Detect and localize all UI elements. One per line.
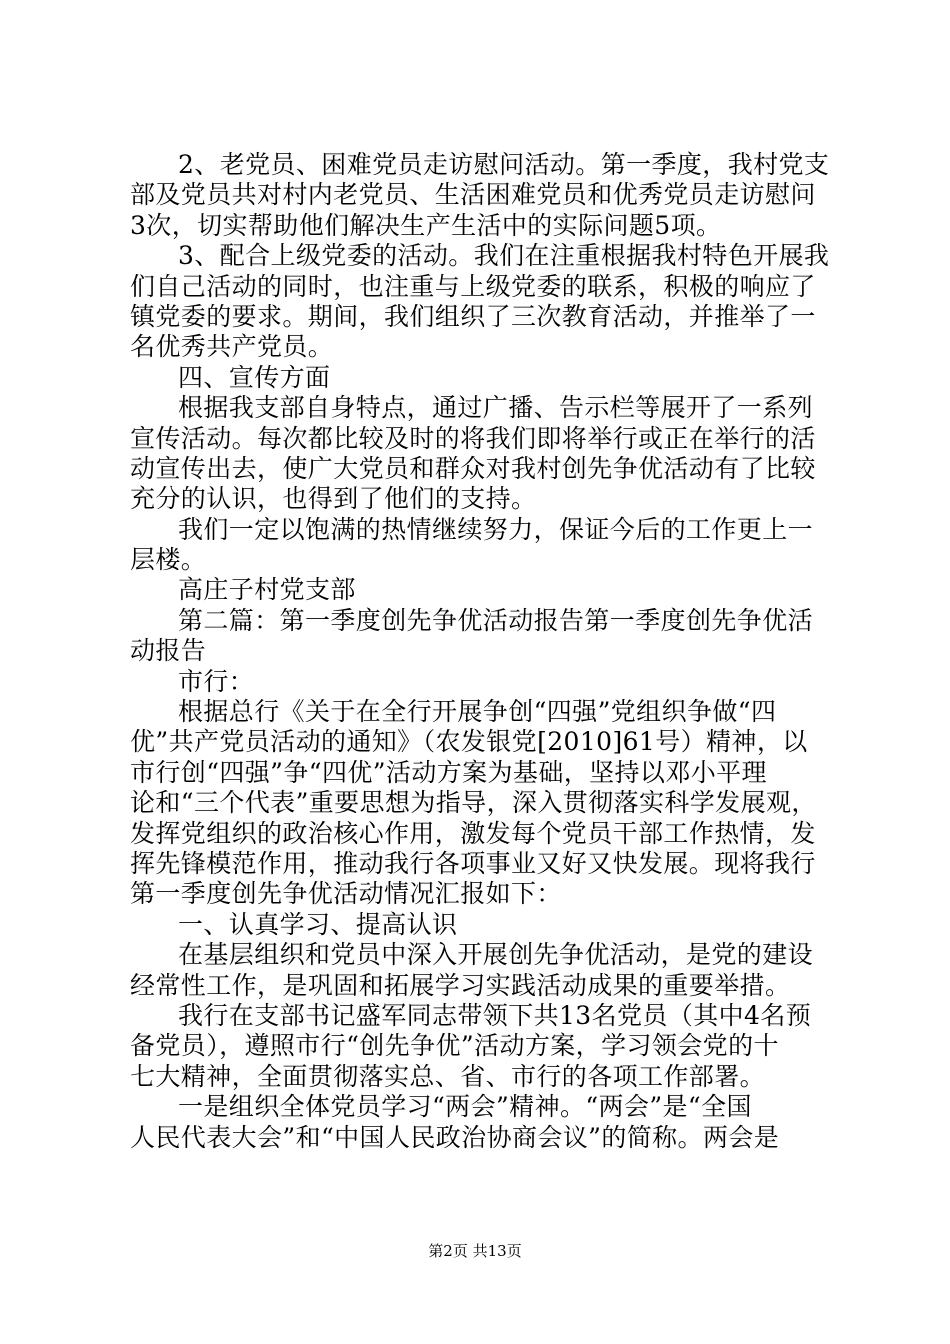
text-line: 七大精神，全面贯彻落实总、省、市行的各项工作部署。 [130,1061,766,1091]
page-footer: 第2页 共13页 [428,1242,522,1260]
text-line: 在基层组织和党员中深入开展创先争优活动，是党的建设 [178,940,814,970]
text-line: 市行创“四强”争“四优”活动方案为基础，坚持以邓小平理 [130,757,767,787]
text-line: 备党员），遵照市行“创先争优”活动方案，学习领会党的十 [130,1031,779,1061]
text-line: 3次，切实帮助他们解决生产生活中的实际问题5项。 [130,210,722,240]
text-line: 名优秀共产党员。 [130,332,334,362]
text-line: 我行在支部书记盛军同志带领下共13名党员（其中4名预 [178,1000,812,1030]
text-line: 人民代表大会”和“中国人民政治协商会议”的简称。两会是 [130,1122,780,1152]
text-line: 高庄子村党支部 [178,575,356,605]
text-line: 第一季度创先争优活动情况汇报如下： [130,879,562,909]
text-line: 一是组织全体党员学习“两会”精神。“两会”是“全国 [178,1092,752,1122]
text-line: 第二篇：第一季度创先争优活动报告第一季度创先争优活 [178,605,814,635]
text-line: 我们一定以饱满的热情继续努力，保证今后的工作更上一 [178,514,814,544]
text-line: 宣传活动。每次都比较及时的将我们即将举行或正在举行的活 [130,423,816,453]
document-body [130,150,830,1153]
text-line: 3、配合上级党委的活动。我们在注重根据我村特色开展我 [178,241,830,271]
text-line: 充分的认识，也得到了他们的支持。 [130,484,537,514]
text-line: 四、宣传方面 [178,362,331,392]
text-line: 发挥党组织的政治核心作用，激发每个党员干部工作热情，发 [130,818,816,848]
text-line: 动宣传出去，使广大党员和群众对我村创先争优活动有了比较 [130,453,816,483]
text-line: 经常性工作，是巩固和拓展学习实践活动成果的重要举措。 [130,970,791,1000]
text-line: 论和“三个代表”重要思想为指导，深入贯彻落实科学发展观， [130,788,817,818]
text-line: 层楼。 [130,545,207,575]
text-line: 挥先锋模范作用，推动我行各项事业又好又快发展。现将我行 [130,848,816,878]
text-line: 市行： [178,666,255,696]
text-line: 动报告 [130,636,207,666]
text-line: 们自己活动的同时，也注重与上级党委的联系，积极的响应了 [130,271,816,301]
text-line: 镇党委的要求。期间，我们组织了三次教育活动，并推举了一 [130,301,816,331]
text-line: 优”共产党员活动的通知》（农发银党[2010]61号）精神，以 [130,727,808,757]
text-line: 一、认真学习、提高认识 [178,909,458,939]
text-line: 根据总行《关于在全行开展争创“四强”党组织争做“四 [178,697,777,727]
text-line: 根据我支部自身特点，通过广播、告示栏等展开了一系列 [178,393,814,423]
text-line: 部及党员共对村内老党员、生活困难党员和优秀党员走访慰问 [130,180,816,210]
text-line: 2、老党员、困难党员走访慰问活动。第一季度，我村党支 [178,150,830,179]
